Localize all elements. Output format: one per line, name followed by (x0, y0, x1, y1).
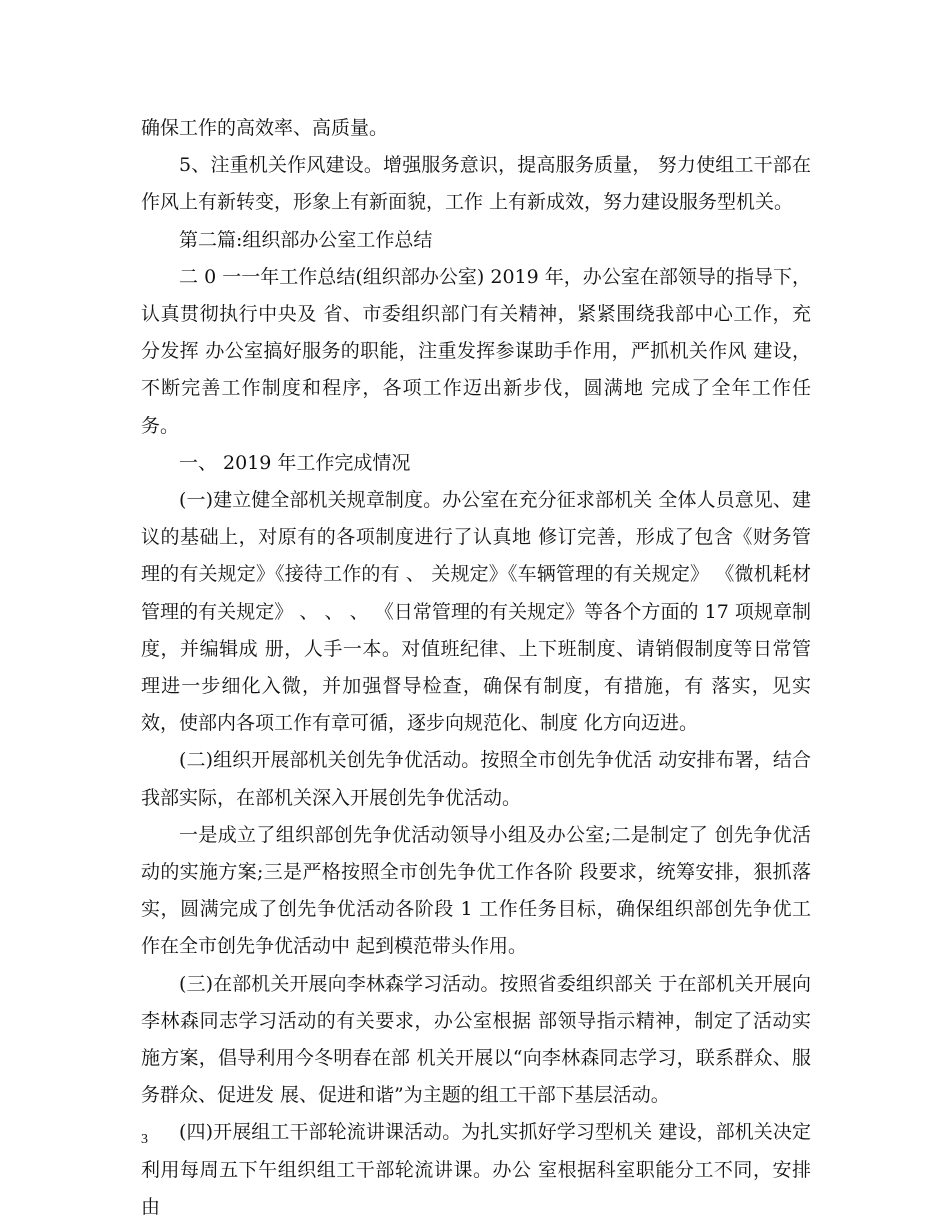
page-number: 3 (141, 1132, 148, 1147)
section-heading: 第二篇:组织部办公室工作总结 (179, 228, 433, 251)
subsection-heading: 一、 2019 年工作完成情况 (179, 451, 411, 474)
paragraph-4: (一)建立健全部机关规章制度。办公室在充分征求部机关 全体人员意见、建议的基础上，对原有的各项制度进行了认真地 修订完善，形成了包含《财务管理的有关规定》《接待工作的有 、 关规定》《车辆管理的有关规定》 《微机耗材管理的有关规定》 、 、 、 《日常管理的有关规定》等各个方面的 17 项规章制度，并编辑成 册，人手一本。对值班纪律、上下班制度、请销假制度等日常管 理进一步细化入微，并加强督导检查，确保有制度，有措施，有 落实，见实效，使部内各项工作有章可循，逐步向规范化、制度 化方向迈进。 (141, 489, 811, 735)
document-body (141, 110, 811, 1226)
paragraph-3: 二 0 一一年工作总结(组织部办公室) 2019 年，办公室在部领导的指导下，认真贯彻执行中央及 省、市委组织部门有关精神，紧紧围绕我部中心工作，充分发挥 办公室搞好服务的职能，注重发挥参谋助手作用，严抓机关作风 建设，不断完善工作制度和程序，各项工作迈出新步伐，圆满地 完成了全年工作任务。 (141, 265, 811, 437)
paragraph-2: 5、注重机关作风建设。增强服务意识，提高服务质量， 努力使组工干部在作风上有新转变，形象上有新面貌，工作 上有新成效，努力建设服务型机关。 (141, 154, 811, 214)
paragraph-1: 确保工作的高效率、高质量。 (141, 117, 389, 139)
paragraph-8: (四)开展组工干部轮流讲课活动。为扎实抓好学习型机关 建设，部机关决定利用每周五下午组织组工干部轮流讲课。办公 室根据科室职能分工不同，安排由 (141, 1121, 811, 1218)
paragraph-5: (二)组织开展部机关创先争优活动。按照全市创先争优活 动安排布署，结合我部实际，在部机关深入开展创先争优活动。 (141, 749, 811, 809)
paragraph-6: 一是成立了组织部创先争优活动领导小组及办公室;二是制定了 创先争优活动的实施方案;三是严格按照全市创先争优工作各阶 段要求，统筹安排，狠抓落实，圆满完成了创先争优活动各阶段 1 工作任务目标，确保组织部创先争优工作在全市创先争优活动中 起到模范带头作用。 (141, 823, 811, 958)
paragraph-7: (三)在部机关开展向李林森学习活动。按照省委组织部关 于在部机关开展向李林森同志学习活动的有关要求，办公室根据 部领导指示精神，制定了活动实施方案，倡导利用今冬明春在部 机关开展以“向李林森同志学习，联系群众、服务群众、促进发 展、促进和谐”为主题的组工干部下基层活动。 (141, 972, 811, 1107)
